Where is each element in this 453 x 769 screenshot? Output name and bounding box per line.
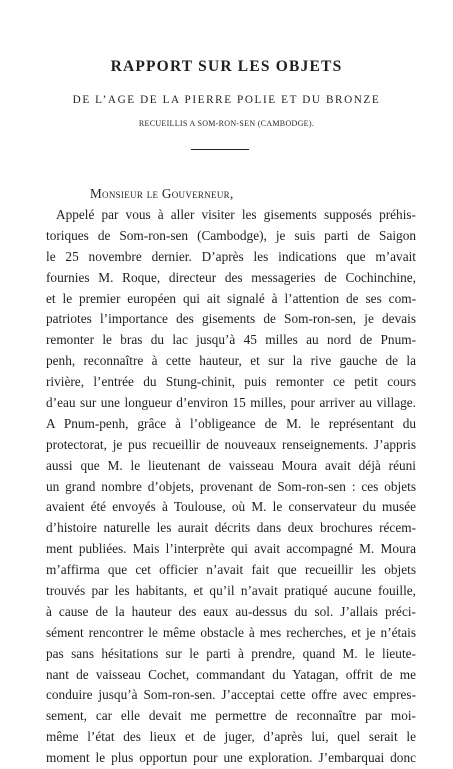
report-location-line: RECUEILLIS A SOM-RON-SEN (CAMBODGE). <box>138 119 315 128</box>
title-divider-rule <box>191 149 249 150</box>
text-line: à cause de la hauteur des eaux au-dessus du sol. J’allais préci- <box>46 603 416 619</box>
text-line: Appelé par vous à aller visiter les gisements supposés préhis- <box>56 207 416 222</box>
text-line: rivière, l’entrée du Stung-chinit, puis remonter ce petit cours <box>46 374 416 390</box>
text-line: aussi que M. le lieutenant de vaisseau Moura avait déjà réuni <box>46 457 416 473</box>
text-line: même l’état des lieux et de juger, d’après lui, quel serait le <box>46 729 416 745</box>
text-line: patriotes l’importance des gisements de Som-ron-sen, je devais <box>46 311 416 327</box>
text-line: un grand nombre d’objets, provenant de Som-ron-sen : ces objets <box>46 478 416 494</box>
salutation: Monsieur le Gouverneur, <box>90 186 234 201</box>
text-line: sement, car elle devait me permettre de reconnaître par moi- <box>46 708 416 724</box>
text-line: avaient été envoyés à Toulouse, où M. le conservateur du musée <box>46 499 416 515</box>
text-line: fournies M. Roque, directeur des messageries de Cochinchine, <box>46 269 416 285</box>
text-line: m’affirma que cet officier n’avait fait que recueillir les objets <box>46 562 416 578</box>
report-subtitle: DE L’AGE DE LA PIERRE POLIE ET DU BRONZE <box>72 94 381 106</box>
text-line: ment publiées. Mais l’interprète qui avait accompagné M. Moura <box>46 541 416 557</box>
report-title: RAPPORT SUR LES OBJETS <box>110 58 343 75</box>
text-line: d’histoire naturelle les aurait décrits dans deux brochures récem- <box>46 520 416 536</box>
text-line: et le premier européen qui ait signalé à l’attention de ses com- <box>46 290 416 306</box>
text-line: A Pnum-penh, grâce à l’obligeance de M. le représentant du <box>46 415 416 431</box>
text-line: toriques de Som-ron-sen (Cambodge), je suis parti de Saigon <box>46 227 416 243</box>
text-line: pas sans hésitations sur le parti à prendre, quand M. le lieute- <box>46 645 416 661</box>
text-line: conduire jusqu’à Som-ron-sen. J’acceptai cette offre avec empres- <box>46 687 416 703</box>
text-line: protectorat, je pus recueillir de nouveaux renseignements. J’appris <box>46 436 416 452</box>
text-line: moment le plus opportun pour une exploration. J’embarquai donc <box>46 750 416 766</box>
text-line: sément rencontrer le même obstacle à mes recherches, et je n’étais <box>46 624 416 640</box>
text-line: d’eau sur une longueur d’environ 15 milles, pour arriver au village. <box>46 395 416 411</box>
text-line: penh, reconnaître à cette hauteur, et sur la rive gauche de la <box>46 353 416 369</box>
body-text <box>46 205 416 769</box>
text-line: remonter le bras du lac jusqu’à 45 milles au nord de Pnum- <box>46 332 416 348</box>
text-line: nant de vaisseau Cochet, commandant du Yatagan, offrit de me <box>46 666 416 682</box>
text-line: le 25 novembre dernier. D’après les indications que m’avait <box>46 248 416 264</box>
text-line: trouvés par les habitants, et qu’il n’avait pratiqué aucune fouille, <box>46 583 416 599</box>
